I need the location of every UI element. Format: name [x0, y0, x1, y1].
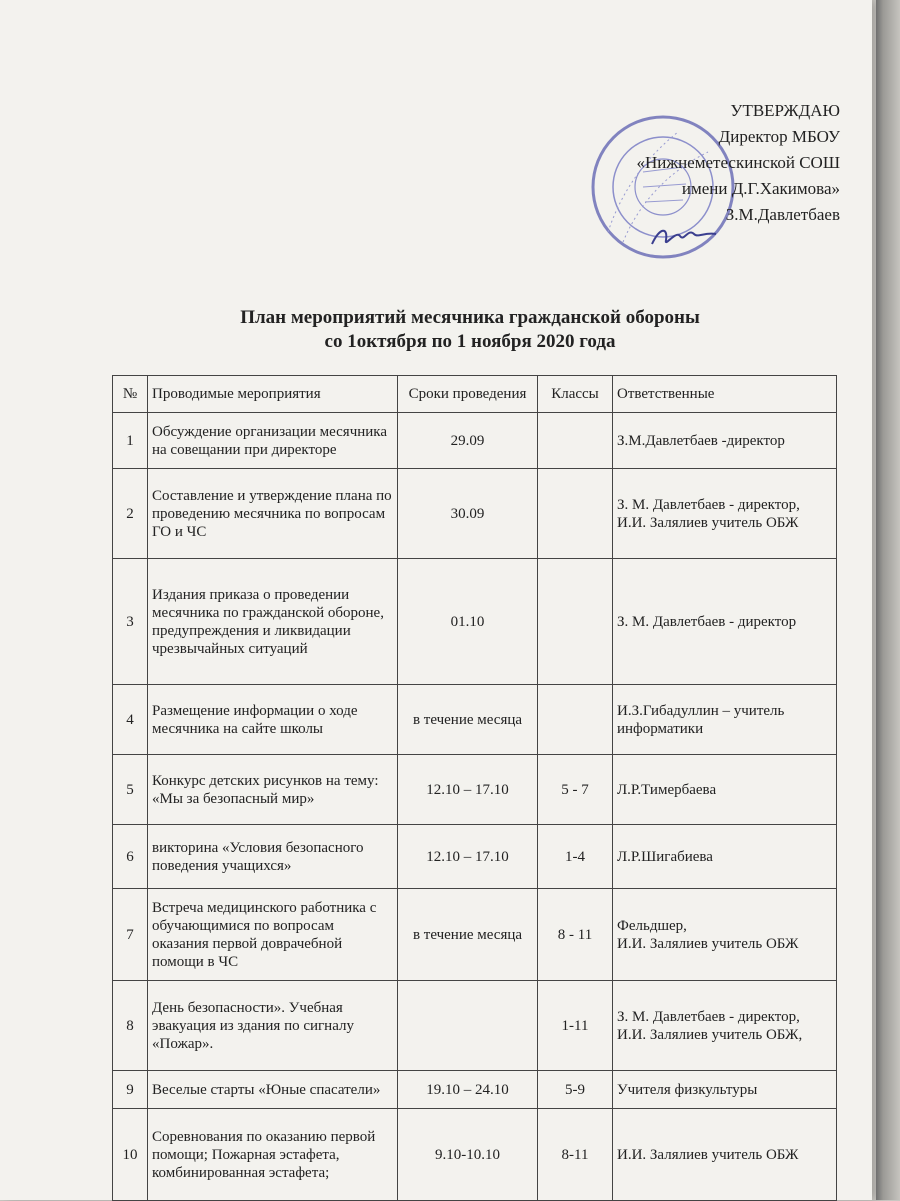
- row-dates: [398, 981, 538, 1071]
- row-responsible: Учителя физкультуры: [613, 1071, 837, 1109]
- approval-line: Директор МБОУ: [718, 127, 840, 146]
- row-event: Составление и утверждение плана по проведению месячника по вопросам ГО и ЧС: [148, 469, 398, 559]
- header-dates: Сроки проведения: [398, 376, 538, 413]
- row-num: 7: [113, 889, 148, 981]
- title-line: План мероприятий месячника гражданской обороны: [240, 307, 700, 328]
- table-row: [113, 413, 837, 469]
- row-responsible: З. М. Давлетбаев - директор, И.И. Залялиев учитель ОБЖ,: [613, 981, 837, 1071]
- row-classes: 8 - 11: [538, 889, 613, 981]
- approval-line: имени Д.Г.Хакимова»: [681, 179, 840, 198]
- row-responsible: З. М. Давлетбаев - директор: [613, 559, 837, 685]
- row-num: 2: [113, 469, 148, 559]
- row-num: 4: [113, 685, 148, 755]
- row-dates: 29.09: [398, 413, 538, 469]
- row-num: 9: [113, 1071, 148, 1109]
- row-responsible: Л.Р.Шигабиева: [613, 825, 837, 889]
- row-classes: 5-9: [538, 1071, 613, 1109]
- row-dates: 30.09: [398, 469, 538, 559]
- row-responsible: И.З.Гибадуллин – учитель информатики: [613, 685, 837, 755]
- row-classes: [538, 685, 613, 755]
- row-classes: 5 - 7: [538, 755, 613, 825]
- row-event: Соревнования по оказанию первой помощи; Пожарная эстафета, комбинированная эстафета;: [148, 1109, 398, 1201]
- page-edge-background: [876, 0, 900, 1200]
- row-event: Встреча медицинского работника с обучающимися по вопросам оказания первой доврачебной помощи в ЧС: [148, 889, 398, 981]
- row-dates: в течение месяца: [398, 685, 538, 755]
- row-dates: 12.10 – 17.10: [398, 825, 538, 889]
- row-num: 6: [113, 825, 148, 889]
- table-row: [113, 825, 837, 889]
- row-dates: в течение месяца: [398, 889, 538, 981]
- table-row: [113, 981, 837, 1071]
- header-event: Проводимые мероприятия: [148, 376, 398, 413]
- row-num: 5: [113, 755, 148, 825]
- row-responsible: Фельдшер, И.И. Залялиев учитель ОБЖ: [613, 889, 837, 981]
- row-num: 1: [113, 413, 148, 469]
- table-row: [113, 1071, 837, 1109]
- table-header-row: [113, 376, 837, 413]
- row-event: Веселые старты «Юные спасатели»: [148, 1071, 398, 1109]
- header-num: №: [113, 376, 148, 413]
- table-row: [113, 559, 837, 685]
- approval-line: «Нижнеметескинской СОШ: [636, 153, 840, 172]
- table-row: [113, 889, 837, 981]
- row-responsible: И.И. Залялиев учитель ОБЖ: [613, 1109, 837, 1201]
- document-title: [140, 306, 800, 354]
- row-num: 10: [113, 1109, 148, 1201]
- row-num: 8: [113, 981, 148, 1071]
- row-classes: [538, 413, 613, 469]
- row-event: Размещение информации о ходе месячника на сайте школы: [148, 685, 398, 755]
- row-classes: [538, 469, 613, 559]
- row-event: День безопасности». Учебная эвакуация из здания по сигналу «Пожар».: [148, 981, 398, 1071]
- row-dates: 9.10-10.10: [398, 1109, 538, 1201]
- approval-line: З.М.Давлетбаев: [725, 205, 840, 224]
- row-dates: 12.10 – 17.10: [398, 755, 538, 825]
- row-event: Обсуждение организации месячника на совещании при директоре: [148, 413, 398, 469]
- row-classes: 1-11: [538, 981, 613, 1071]
- row-responsible: З.М.Давлетбаев -директор: [613, 413, 837, 469]
- row-classes: [538, 559, 613, 685]
- row-dates: 01.10: [398, 559, 538, 685]
- approval-line: УТВЕРЖДАЮ: [730, 101, 840, 120]
- row-event: викторина «Условия безопасного поведения учащихся»: [148, 825, 398, 889]
- row-event: Конкурс детских рисунков на тему: «Мы за безопасный мир»: [148, 755, 398, 825]
- table-row: [113, 469, 837, 559]
- approval-block: [600, 98, 840, 228]
- row-responsible: Л.Р.Тимербаева: [613, 755, 837, 825]
- events-table: [112, 375, 837, 1201]
- row-classes: 8-11: [538, 1109, 613, 1201]
- row-classes: 1-4: [538, 825, 613, 889]
- title-line: со 1октября по 1 ноября 2020 года: [324, 331, 616, 352]
- row-num: 3: [113, 559, 148, 685]
- row-event: Издания приказа о проведении месячника по гражданской обороне, предупреждения и ликвидации чрезвычайных ситуаций: [148, 559, 398, 685]
- table-row: [113, 755, 837, 825]
- header-responsible: Ответственные: [613, 376, 837, 413]
- row-responsible: З. М. Давлетбаев - директор, И.И. Залялиев учитель ОБЖ: [613, 469, 837, 559]
- table-row: [113, 1109, 837, 1201]
- table-row: [113, 685, 837, 755]
- header-classes: Классы: [538, 376, 613, 413]
- row-dates: 19.10 – 24.10: [398, 1071, 538, 1109]
